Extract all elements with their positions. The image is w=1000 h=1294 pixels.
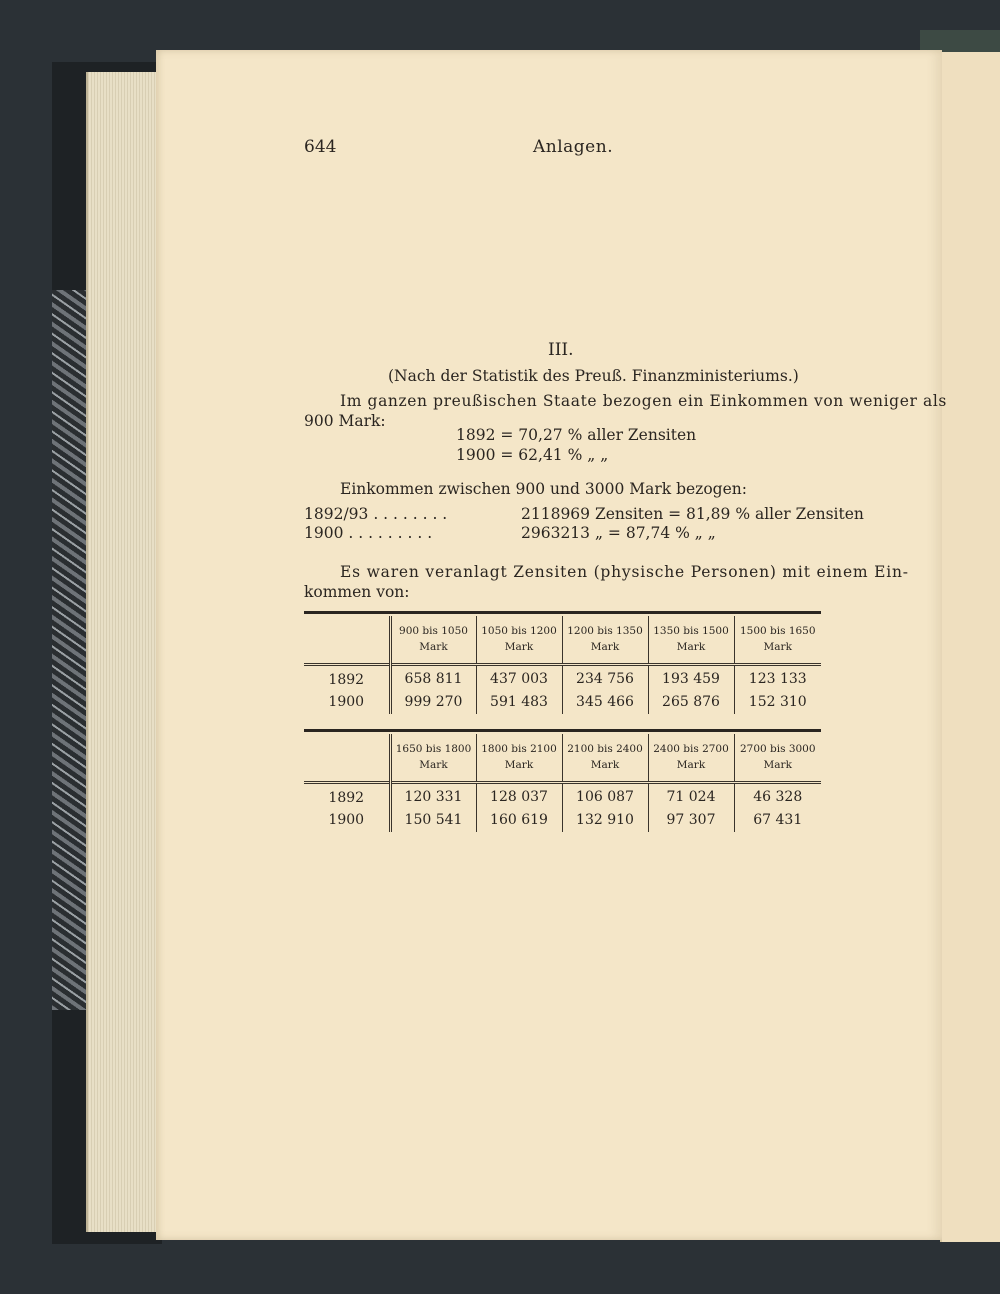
table1-header: 1350 bis 1500 Mark: [648, 616, 734, 664]
table2-header: 1650 bis 1800 Mark: [390, 734, 476, 782]
source-note: (Nach der Statistik des Preuß. Finanzministeriums.): [388, 367, 799, 385]
intro-line-1: Im ganzen preußischen Staate bezogen ein Einkommen von weniger als: [340, 392, 947, 410]
between-1900-value: 2963213 „ = 87,74 % „ „: [521, 524, 716, 542]
table-intro-line-2: kommen von:: [304, 583, 410, 601]
table2-header: 1800 bis 2100 Mark: [476, 734, 562, 782]
table1-header-row: [304, 616, 821, 664]
table1-corner: [304, 616, 390, 664]
income-table-1: [304, 616, 821, 714]
row-year: 1900: [328, 694, 365, 710]
row-year: 1900: [328, 812, 365, 828]
book-binding: [920, 30, 1000, 52]
table2-corner: [304, 734, 390, 782]
pct-1892: 1892 = 70,27 % aller Zensiten: [456, 426, 697, 444]
table-cell: 128 037: [476, 782, 562, 809]
table-row: [304, 691, 821, 714]
between-1900-label: 1900 . . . . . . . . .: [304, 524, 433, 542]
table1-header: 900 bis 1050 Mark: [390, 616, 476, 664]
table-cell: 345 466: [562, 691, 648, 714]
row-year: 1892: [328, 672, 365, 688]
table2-top-rule: [304, 729, 821, 732]
table2-header: 2400 bis 2700 Mark: [648, 734, 734, 782]
table-cell: 106 087: [562, 782, 648, 809]
table1-top-rule: [304, 611, 821, 614]
facing-page: [940, 52, 1000, 1242]
table-row: [304, 664, 821, 691]
between-1892-label: 1892/93 . . . . . . . .: [304, 505, 448, 523]
table2-header-row: [304, 734, 821, 782]
table-cell: 97 307: [648, 809, 734, 832]
table-cell: 152 310: [734, 691, 821, 714]
table-intro-line-1: Es waren veranlagt Zensiten (physische Personen) mit einem Ein-: [340, 563, 909, 581]
table-cell: 160 619: [476, 809, 562, 832]
table2-header: 2100 bis 2400 Mark: [562, 734, 648, 782]
page-number: 644: [304, 137, 337, 157]
table-cell: 67 431: [734, 809, 821, 832]
table-cell: 71 024: [648, 782, 734, 809]
table-cell: 132 910: [562, 809, 648, 832]
table2-header: 2700 bis 3000 Mark: [734, 734, 821, 782]
table-cell: 265 876: [648, 691, 734, 714]
table-cell: 999 270: [390, 691, 476, 714]
between-heading: Einkommen zwischen 900 und 3000 Mark bezogen:: [340, 480, 747, 498]
table1-header: 1200 bis 1350 Mark: [562, 616, 648, 664]
page-stack-edge: [86, 72, 158, 1232]
pct-1900: 1900 = 62,41 % „ „: [456, 446, 609, 464]
table-row: [304, 809, 821, 832]
intro-line-2: 900 Mark:: [304, 412, 386, 430]
between-1892-value: 2118969 Zensiten = 81,89 % aller Zensiten: [521, 505, 864, 523]
table-cell: 46 328: [734, 782, 821, 809]
table-cell: 120 331: [390, 782, 476, 809]
income-table-2: [304, 734, 821, 832]
table1-header: 1050 bis 1200 Mark: [476, 616, 562, 664]
table-cell: 150 541: [390, 809, 476, 832]
row-year: 1892: [328, 790, 365, 806]
table-cell: 123 133: [734, 664, 821, 691]
table-row: [304, 782, 821, 809]
section-number: III.: [548, 340, 574, 360]
table1-header: 1500 bis 1650 Mark: [734, 616, 821, 664]
running-title: Anlagen.: [533, 137, 614, 157]
table-cell: 591 483: [476, 691, 562, 714]
table-cell: 234 756: [562, 664, 648, 691]
table-cell: 658 811: [390, 664, 476, 691]
table-cell: 437 003: [476, 664, 562, 691]
table-cell: 193 459: [648, 664, 734, 691]
